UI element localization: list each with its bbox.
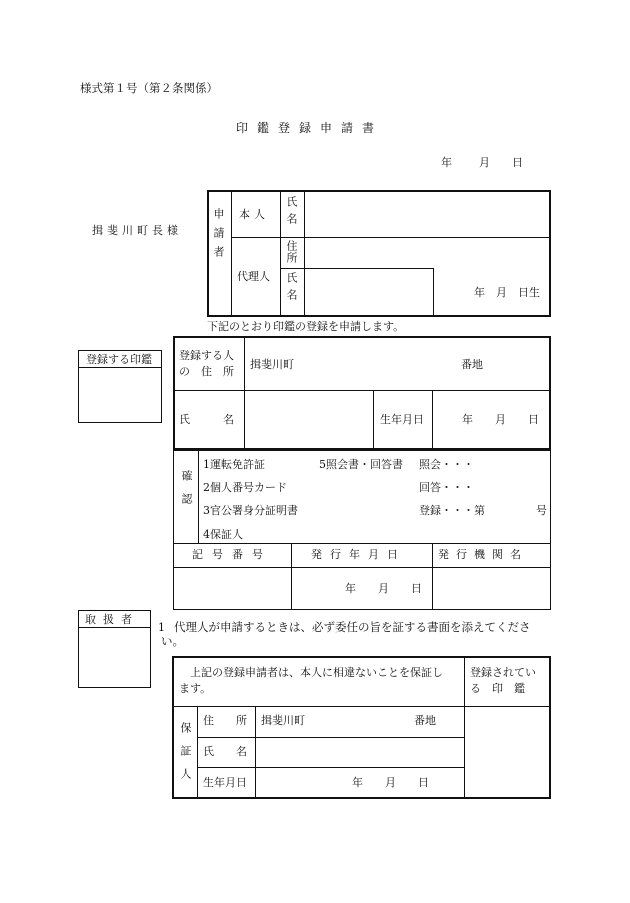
guarantor-address-label: 住 所 [203,714,247,727]
note-number: 1 [158,621,165,634]
applicant-group-label: 申請者 [212,208,225,265]
date-month-label: 月 [479,156,490,169]
confirm-registration: 登録・・・第 [419,504,485,517]
agent-label: 代理人 [237,270,270,283]
date-day-label: 日 [512,156,523,169]
confirm-item-3: 3官公署身分証明書 [203,504,298,517]
note-line-2: い。 [161,634,184,648]
guarantor-birth-value: 年 月 日 [352,776,429,789]
guarantor-address-banchi: 番地 [414,714,436,727]
confirm-item-1: 1運転免許証 [203,458,265,471]
handler-label: 取扱者 [85,613,139,626]
issue-date-value: 年 月 日 [345,582,422,595]
confirm-item-5: 5照会書・回答書 [319,458,403,471]
confirm-label: 確認 [180,470,193,516]
issue-col-number: 記号番号 [192,548,272,561]
registrant-birth-value: 年 月 日 [462,413,539,426]
request-statement: 下記のとおり印鑑の登録を申請します。 [207,320,405,333]
guarantor-birth-label: 生年月日 [203,776,247,789]
note-line-1: 代理人が申請するときは、必ず委任の旨を証する書面を添えてくださ [174,620,531,634]
registrant-address-town: 揖斐川町 [250,358,294,371]
guarantor-seal-label-2: る 印 鑑 [470,682,525,695]
registered-seal-label: 登録する印鑑 [86,353,152,366]
guarantor-group-label: 保証人 [179,722,192,791]
form-number: 様式第１号（第２条関係） [80,81,218,95]
issue-col-agency: 発行機関名 [438,548,528,561]
registrant-birth-label: 生年月日 [380,413,424,426]
principal-label: 本人 [239,208,269,221]
principal-name-label: 氏名 [285,196,298,230]
guarantor-statement-1: 上記の登録申請者は、本人に相違ないことを保証し [190,666,443,679]
agent-name-label: 氏名 [285,272,298,306]
registrant-address-label-1: 登録する人 [179,349,234,362]
addressee: 揖斐川町長様 [92,224,182,237]
date-year-label: 年 [441,156,452,169]
registrant-address-banchi: 番地 [461,358,483,371]
confirm-answer: 回答・・・ [419,481,474,494]
agent-birth-label: 年 月 日生 [474,286,540,299]
agent-address-label: 住所 [285,240,298,264]
registrant-name-label: 氏 名 [179,413,234,426]
confirm-item-2: 2個人番号カード [203,481,287,494]
page-title: 印鑑登録申請書 [236,121,384,135]
guarantor-seal-label-1: 登録されてい [470,666,536,679]
confirm-number-suffix: 号 [536,504,547,517]
guarantor-name-label: 氏 名 [203,745,247,758]
issue-col-date: 発行年月日 [311,548,406,561]
guarantor-statement-2: ます。 [179,682,212,695]
guarantor-address-town: 揖斐川町 [261,714,305,727]
registrant-address-label-2: の 住 所 [179,365,234,378]
confirm-inquiry: 照会・・・ [419,458,474,471]
confirm-item-4: 4保証人 [203,528,243,541]
